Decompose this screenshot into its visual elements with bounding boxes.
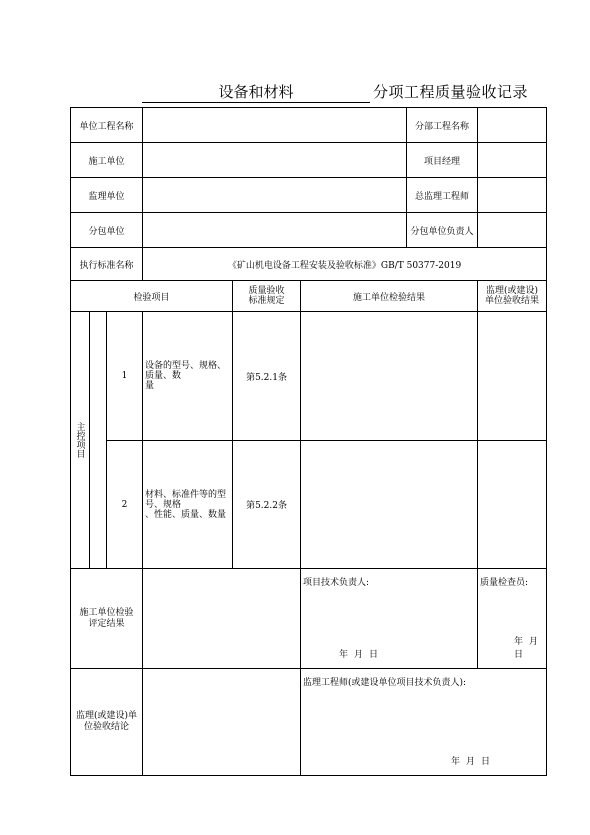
construction-eval-label-line2: 评定结果 — [88, 618, 125, 629]
supervision-unit-value[interactable] — [143, 178, 407, 213]
subcontract-unit-value[interactable] — [143, 213, 407, 248]
supervision-unit-label: 监理单位 — [71, 178, 143, 213]
item-name-field: 设备和材料 — [142, 82, 370, 103]
main-control-spacer — [90, 312, 107, 569]
supervisor-date: 年月日 — [451, 757, 497, 767]
standard-label: 执行标准名称 — [71, 248, 143, 281]
tech-lead-label: 项目技术负责人: — [303, 578, 370, 588]
item-number: 1 — [107, 312, 143, 441]
inspector-signature-cell[interactable] — [478, 569, 547, 669]
supervisor-signature-cell[interactable] — [301, 669, 547, 776]
chief-supervisor-value[interactable] — [478, 178, 547, 213]
item-clause: 第5.2.2条 — [233, 441, 301, 569]
sub-project-value[interactable] — [478, 108, 547, 143]
construction-eval-content[interactable] — [143, 569, 301, 669]
inspector-label: 质量检查员: — [480, 578, 529, 588]
tech-lead-signature-cell[interactable] — [301, 569, 478, 669]
supervision-result-header — [478, 281, 547, 312]
tech-lead-date: 年月日 — [339, 650, 385, 660]
quality-standard-header-line2: 标准规定 — [248, 296, 285, 306]
item-description — [143, 312, 233, 441]
form-title — [0, 82, 590, 106]
item-supervision-result[interactable] — [478, 312, 547, 441]
main-control-label-cell — [71, 312, 90, 569]
supervisor-signer-label: 监理工程师(或建设单位项目技术负责人): — [303, 678, 467, 688]
project-manager-label: 项目经理 — [407, 143, 478, 178]
subcontract-lead-label: 分包单位负责人 — [407, 213, 478, 248]
acceptance-record-table — [70, 107, 547, 776]
item-construction-result[interactable] — [301, 441, 478, 569]
supervision-result-header-line1: 监理(或建设) — [486, 286, 539, 296]
main-control-label: 主控项目 — [74, 422, 85, 458]
item-description-line2: 量 — [145, 381, 155, 391]
project-manager-value[interactable] — [478, 143, 547, 178]
chief-supervisor-label: 总监理工程师 — [407, 178, 478, 213]
item-description — [143, 441, 233, 569]
construction-eval-label-line1: 施工单位检验 — [79, 607, 134, 618]
item-description-line1: 设备的型号、规格、质量、数 — [145, 361, 227, 381]
construction-unit-value[interactable] — [143, 143, 407, 178]
quality-standard-header-line1: 质量验收 — [248, 286, 285, 296]
item-description-line1: 材料、标准件等的型号、规格 — [145, 489, 227, 510]
unit-project-label: 单位工程名称 — [71, 108, 143, 143]
inspection-item-header: 检验项目 — [71, 281, 233, 312]
supervision-conclusion-label-line1: 监理(或建设)单 — [76, 711, 138, 721]
title-suffix: 分项工程质量验收记录 — [373, 83, 529, 101]
inspector-date: 年月日 — [514, 637, 545, 660]
construction-eval-label — [71, 569, 143, 669]
supervision-conclusion-label — [71, 669, 143, 776]
item-description-line2: 、性能、质量、数量 — [145, 509, 227, 520]
supervision-result-header-line2: 单位验收结果 — [485, 296, 540, 306]
supervision-conclusion-label-line2: 位验收结论 — [84, 722, 130, 732]
item-supervision-result[interactable] — [478, 441, 547, 569]
supervision-conclusion-content[interactable] — [143, 669, 301, 776]
subcontract-unit-label: 分包单位 — [71, 213, 143, 248]
quality-standard-header — [233, 281, 301, 312]
item-number: 2 — [107, 441, 143, 569]
item-clause: 第5.2.1条 — [233, 312, 301, 441]
standard-value: 《矿山机电设备工程安装及验收标准》GB/T 50377-2019 — [143, 248, 547, 281]
construction-unit-label: 施工单位 — [71, 143, 143, 178]
item-construction-result[interactable] — [301, 312, 478, 441]
sub-project-label: 分部工程名称 — [407, 108, 478, 143]
subcontract-lead-value[interactable] — [478, 213, 547, 248]
construction-result-header: 施工单位检验结果 — [301, 281, 478, 312]
unit-project-value[interactable] — [143, 108, 407, 143]
